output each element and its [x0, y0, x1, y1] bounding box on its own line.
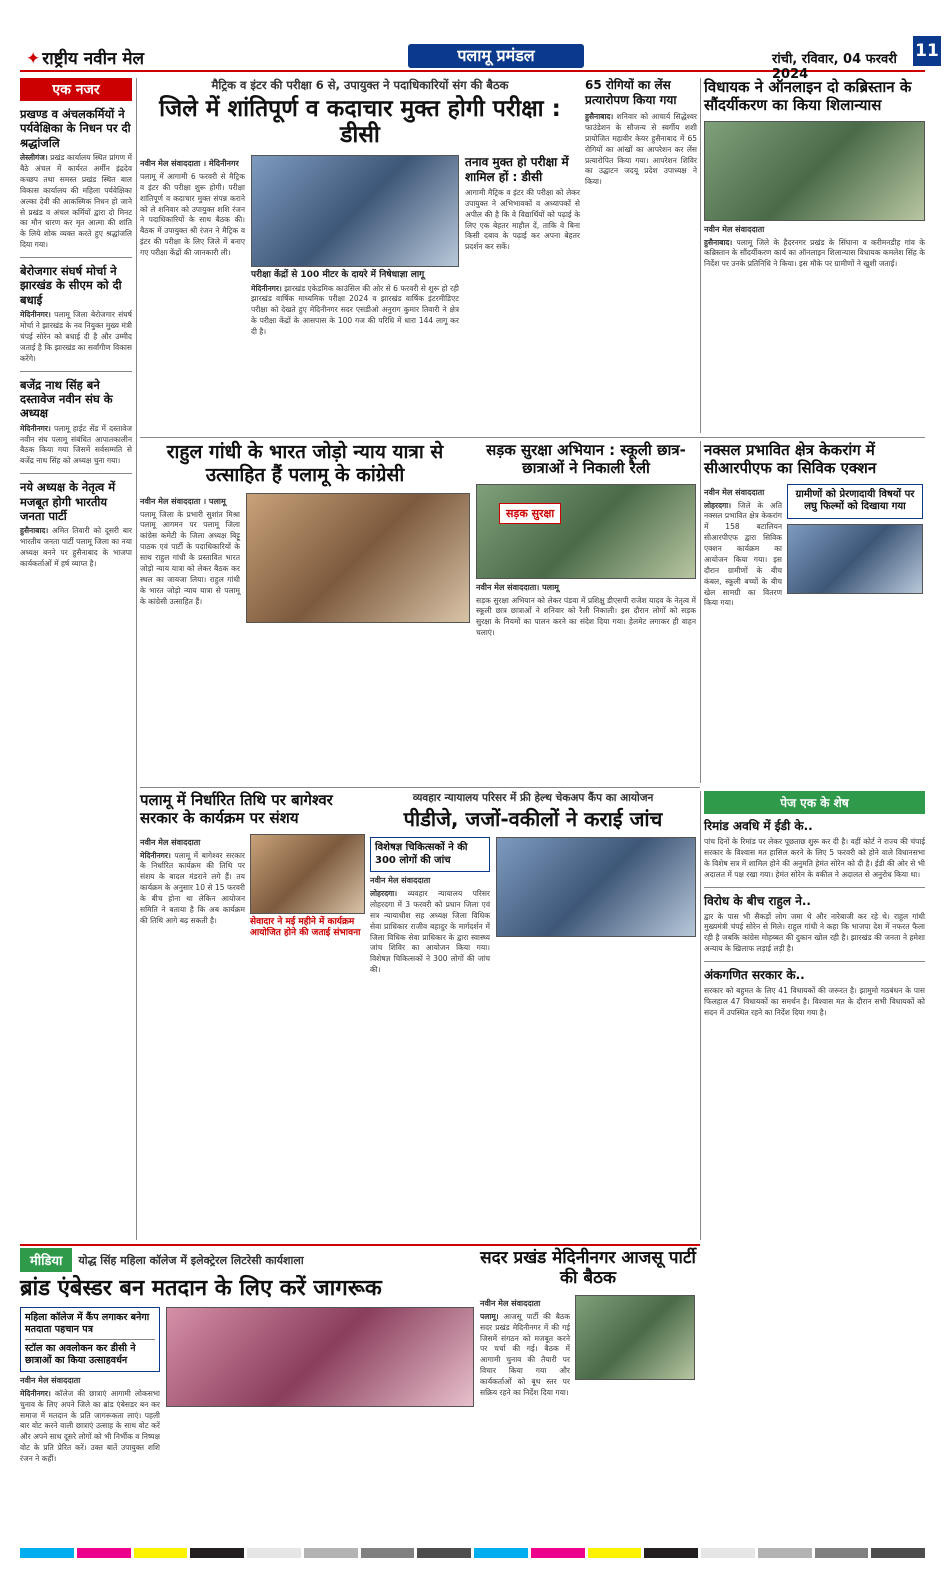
health-camp-photo	[496, 837, 696, 937]
story-body: सड़क सुरक्षा अभियान को लेकर पंडवा में प्रशिक्षु डीएसपी राजेश यादव के नेतृत्व में स्कूली छात्र छात्राओं ने शनिवार को रैली निकाली। इस दौरान लोगों को सड़क सुरक्षा के नियमों का पालन करने का संदेश दिया गया। हेलमेट लगाकर ही वाहन चलाएं।	[476, 595, 696, 638]
divider	[704, 887, 925, 888]
photo-caption: परीक्षा केंद्रों से 100 मीटर के दायरे में निषेधाज्ञा लागू	[251, 269, 425, 280]
column-rule	[700, 441, 701, 783]
side-headline: तनाव मुक्त हो परीक्षा में शामिल हों : डीसी	[465, 154, 569, 184]
top-story	[140, 78, 580, 433]
naxal-civic-action-story	[704, 441, 925, 783]
continuation-headline: विरोध के बीच राहुल ने..	[704, 893, 811, 908]
congress-workers-photo	[246, 493, 470, 623]
photo-caption: सेवादार ने मई महीने में कार्यक्रम आयोजित होने की जताई संभावना	[250, 916, 361, 939]
page-one-continuation	[704, 791, 925, 1537]
news-item	[20, 107, 132, 251]
bageshwar-story	[140, 791, 365, 1209]
news-item	[20, 378, 132, 468]
edition-date: रांची, रविवार, 04 फरवरी 2024	[772, 52, 897, 82]
dateline: मेदिनीनगर।	[20, 1388, 51, 1398]
dateline: लोहरदगा।	[370, 889, 398, 898]
story-byline: नवीन मेल संवाददाता	[370, 876, 431, 885]
story-body: कॉलेज की छात्राएं आगामी लोकसभा चुनाव के लिए अपने जिले का ब्रांड एंबेसडर बन कर समाज में मतदान के प्रति जागरूकता लाएं। पहली बार वोट करने वाली छात्राएं उत्साह के साथ वोट करें और अपने साथ दूसरे लोगों को भी निर्भीक व निष्पक्ष वोट के प्रति प्रेरित करें। उक्त बातें उपायुक्त शशि रंजन ने कहीं।	[20, 1388, 160, 1464]
dateline: पलामू।	[480, 1311, 499, 1321]
story-byline: नवीन मेल संवाददाता । पलामू	[140, 496, 226, 506]
story-kicker: मैट्रिक व इंटर की परीक्षा 6 से, उपायुक्त ने पदाधिकारियों संग की बैठक	[211, 78, 509, 92]
story-body: शनिवार को आचार्य सिद्धेश्वर फाउंडेशन के सौजन्य से स्वर्गीय शशी प्रायोजित महावीर केयर हुसैनाबाद में 65 रोगियों का आंखों का आपरेशन कर लेंस प्रत्यारोपित किया गया। आपरेशन शिविर का उद्घाटन जदयू प्रदेश उपाध्यक्ष ने किया।	[585, 112, 697, 187]
dateline: लोहरदगा।	[704, 500, 732, 510]
story-byline: नवीन मेल संवाददाता	[140, 837, 201, 847]
story-headline: ब्रांड एंबेस्डर बन मतदान के लिए करें जागरूक	[20, 1276, 382, 1301]
section-label-page-one: पेज एक के शेष	[704, 791, 925, 814]
section-divider	[20, 1244, 700, 1246]
story-byline: नवीन मेल संवाददाता	[20, 1375, 81, 1385]
story-headline: सड़क सुरक्षा अभियान : स्कूली छात्र-छात्राओं ने निकाली रैली	[486, 441, 686, 478]
bird-logo-icon: ✦	[26, 49, 41, 69]
news-body: पलामू हाईट सेंड में दस्तावेज नवीन संघ पलामू संबंधित आपातकालीन बैठक किया गया जिसमें सर्वसम्मति से बजेंद्र नाथ सिंह को अध्यक्ष चुना गया।	[20, 423, 132, 466]
story-byline: नवीन मेल संवाददाता	[704, 487, 765, 497]
dateline: हुसैनाबाद।	[20, 526, 49, 536]
left-column-ek-nazar	[20, 78, 132, 1240]
paper-name: ✦ राष्ट्रीय नवीन मेल	[26, 49, 145, 69]
story-body: आजसू पार्टी की बैठक सदर प्रखंड मेदिनीनगर में की गई जिसमें संगठन को मजबूत करने पर चर्चा की गई। बैठक में आगामी चुनाव की तैयारी पर विचार किया गया और कार्यकर्ताओं को बूथ स्तर पर सक्रिय रहने का निर्देश दिया गया।	[480, 1311, 570, 1397]
news-headline: प्रखण्ड व अंचलकर्मियों ने पर्यवेक्षिका के निधन पर दी श्रद्धांजलि	[20, 107, 131, 150]
divider	[704, 961, 925, 962]
column-rule	[700, 78, 701, 433]
story-body: व्यवहार न्यायालय परिसर लोहरदगा में 3 फरवरी को प्रधान जिला एवं सत्र न्यायाधीश सह अध्यक्ष जिला विधिक सेवा प्राधिकार राजीव बहादुर के मार्गदर्शन में जिला विधिक सेवा प्राधिकार के द्वारा स्वास्थ्य जांच शिविर का आयोजन किया गया। विशेषज्ञ चिकित्सकों ने 300 लोगों की जांच की।	[370, 889, 490, 975]
masthead	[20, 41, 939, 82]
continuation-headline: अंकगणित सरकार के..	[704, 968, 805, 982]
story-byline: नवीन मेल संवाददाता। पलामू	[476, 582, 559, 592]
news-headline: बजेंद्र नाथ सिंह बने दस्तावेज नवीन संघ के अध्यक्ष	[20, 377, 113, 421]
eye-camp-story	[585, 78, 697, 433]
news-item	[20, 264, 132, 365]
story-headline: सदर प्रखंड मेदिनीनगर आजसू पार्टी की बैठक	[480, 1248, 696, 1289]
ajsu-meeting-photo	[575, 1295, 695, 1380]
section-divider	[140, 437, 925, 438]
news-body: प्रखंड कार्यालय स्थित प्रांगण में बैठे अंचल में कार्यरत अर्मीन इंद्रदेव कच्छप तथा समस्त प्रखंड स्थित बाल विकास कार्यालय की महिला पर्यवेक्षिका अल्का देवी की आकस्मिक निधन हो जाने से प्रखंड व अंचल कर्मियों द्वारा दो मिनट का मौन धारण कर मृत आत्मा की शांति के लिये शोक व्यक्त करते हुए श्रद्धांजलि दिया गया।	[20, 153, 133, 250]
continuation-headline: रिमांड अवधि में ईडी के..	[704, 819, 813, 833]
highlight-box: ग्रामीणों को प्रेरणादायी विषयों पर लघु फिल्मों को दिखाया गया	[787, 484, 923, 519]
exam-meeting-photo	[251, 155, 459, 267]
shilanyas-photo	[704, 121, 925, 221]
print-color-strip	[20, 1548, 925, 1558]
ajsu-meeting-story	[480, 1248, 696, 1538]
kabristan-story	[704, 78, 925, 433]
news-body: अमित तिवारी को दूसरी बार भारतीय जनता पार्टी पलामू जिला का नया अध्यक्ष बनने पर हुसैनाबाद के भाजपा कार्यकर्ताओं में हर्ष व्याप्त है।	[20, 526, 132, 568]
road-safety-story	[476, 441, 696, 783]
story-body: पलामू में बागेश्वर सरकार के निर्धारित कार्यक्रम की तिथि पर संशय के बादल मंडराने लगे हैं। तय कार्यक्रम के अनुसार 10 से 15 फरवरी के बीच होना था लेकिन आयोजन समिति ने बताया है कि अब कार्यक्रम की तिथि आगे बढ़ सकती है।	[140, 850, 245, 925]
road-safety-rally-photo	[476, 484, 696, 579]
story-headline: राहुल गांधी के भारत जोड़ो न्याय यात्रा से उत्साहित हैं पलामू के कांग्रेसी	[166, 441, 444, 486]
section-label-ek-nazar: एक नजर	[20, 78, 132, 101]
dateline: मेदिनीनगर।	[20, 310, 51, 320]
highlight-box: महिला कॉलेज में कैंप लगाकर बनेगा मतदाता पहचान पत्र स्टॉल का अवलोकन कर डीसी ने छात्राओं का किया उत्साहवर्धन	[20, 1307, 160, 1372]
section-divider	[140, 787, 700, 788]
voter-awareness-photo	[166, 1307, 474, 1407]
bageshwar-photo	[250, 834, 365, 914]
page-number: 11	[913, 36, 941, 66]
story-headline: 65 रोगियों का लेंस प्रत्यारोपण किया गया	[585, 78, 677, 107]
story-headline: नक्सल प्रभावित क्षेत्र केकरांग में सीआरपीएफ का सिविक एक्शन	[704, 441, 877, 478]
highlight-box: विशेषज्ञ चिकित्सकों ने की 300 लोगों की जांच	[370, 837, 490, 872]
dateline: मेदिनीनगर।	[140, 850, 171, 860]
media-story	[20, 1248, 475, 1538]
story-body: पलामू जिले के हैदरनगर प्रखंड के सिंघाना व करीमनडीह गांव के कब्रिस्तान के सौंदर्यीकरण कार्य का ऑनलाइन शिलान्यास विधायक कमलेश सिंह के निर्देश पर उनके प्रतिनिधि ने किया। इस मौके पर ग्रामीणों ने खुशी जताई।	[704, 237, 925, 269]
story-headline: पीडीजे, जजों-वकीलों ने कराई जांच	[403, 807, 663, 831]
sub-story-body: झारखंड एकेडमिक काउंसिल की ओर से 6 फरवरी से शुरू हो रही झारखंड वार्षिक माध्यमिक परीक्षा 2024 व झारखंड वार्षिक इंटरमीडिएट परीक्षा को देखते हुए मेदिनीनगर सदर एसडीओ अनुराग कुमार तिवारी ने क्षेत्र के परीक्षा केंद्रों के आसपास के 100 गज की परिधि में धारा 144 लागू कर दी है।	[251, 283, 459, 337]
dateline: हुसैनाबाद।	[704, 237, 733, 247]
story-byline: नवीन मेल संवाददाता	[480, 1298, 541, 1308]
news-item	[20, 480, 132, 570]
column-rule	[136, 78, 137, 1240]
story-body: पलामू जिला के प्रभारी सुशांत मिश्रा पलामू आगमन पर पलामू जिला कांग्रेस कमेटी के जिला अध्यक्ष बिट्टू पाठक एवं पार्टी के पदाधिकारियों के साथ राहुल गांधी के प्रस्तावित भारत जोड़ो न्याय यात्रा को लेकर बैठक कर स्थल का जायजा लिया। राहुल गांधी के भारत जोड़ो न्याय यात्रा से पलामू के कांग्रेसी उत्साहित हैं।	[140, 509, 240, 606]
news-headline: नये अध्यक्ष के नेतृत्व में मजबूत होगी भारतीय जनता पार्टी	[20, 480, 116, 523]
divider	[20, 473, 132, 474]
section-title: पलामू प्रमंडल	[408, 44, 584, 68]
story-byline: नवीन मेल संवाददाता	[704, 224, 765, 234]
media-label: मीडिया	[20, 1248, 72, 1272]
continuation-body: पांच दिनों के रिमांड पर लेकर पूछताछ शुरू कर दी है। वहीं कोर्ट ने राज्य की चंपाई सरकार के विश्वास मत हासिल करने के लिए 5 फरवरी को होने वाले विधानसभा के विशेष सत्र में शामिल होने की अनुमति हेमंत सोरेन को दी है। ईडी की ओर से भी अदालत में पक्ष रखा गया। हेमंत सोरेन के वकील ने अदालत से अनुरोध किया था।	[704, 837, 925, 879]
divider	[20, 371, 132, 372]
divider	[20, 257, 132, 258]
story-headline: जिले में शांतिपूर्ण व कदाचार मुक्त होगी परीक्षा : डीसी	[159, 96, 561, 149]
health-camp-story	[370, 791, 696, 1209]
continuation-body: द्वार के पास भी सैकड़ों लोग जमा थे और नारेबाजी कर रहे थे। राहुल गांधी मुख्यमंत्री चंपई सोरेन से मिले। राहुल गांधी ने कहा कि भाजपा देश में नफरत फैला रही है जबकि कांग्रेस मोहब्बत की दुकान खोल रही है। झारखंड की जनता ने हमेशा अन्याय के खिलाफ लड़ाई लड़ी है।	[704, 911, 925, 954]
news-body: पलामू जिला बेरोजगार संघर्ष मोर्चा ने झारखंड के नव नियुक्त मुख्य मंत्री चंपई सोरेन को बधाई दी है और उम्मीद जताई है कि झारखंड का सर्वांगीण विकास करेंगे।	[20, 310, 133, 363]
column-rule	[700, 791, 701, 1240]
dateline: लेस्लीगंज।	[20, 153, 48, 163]
dateline: मेदिनीनगर।	[20, 423, 51, 433]
rahul-yatra-story	[140, 441, 470, 783]
dateline: मेदिनीनगर।	[251, 283, 282, 293]
story-headline: पलामू में निर्धारित तिथि पर बागेश्वर सरकार के कार्यक्रम पर संशय	[140, 791, 333, 828]
story-headline: विधायक ने ऑनलाइन दो कब्रिस्तान के सौंदर्यीकरण का किया शिलान्यास	[704, 78, 912, 115]
continuation-body: सरकार को बहुमत के लिए 41 विधायकों की जरूरत है। झामुमो गठबंधन के पास फिलहाल 47 विधायकों का समर्थन है। विश्वास मत के दौरान सभी विधायकों को सदन में उपस्थित रहने का निर्देश दिया गया है।	[704, 986, 925, 1017]
story-body: जिले के अति नक्सल प्रभावित क्षेत्र केकरांग में 158 बटालियन सीआरपीएफ द्वारा सिविक एक्शन कार्यक्रम का आयोजन किया गया। इस दौरान ग्रामीणों के बीच कंबल, स्कूली बच्चों के बीच खेल सामग्री का वितरण किया गया।	[704, 500, 782, 608]
story-kicker: व्यवहार न्यायालय परिसर में फ्री हेल्थ चेकअप कैंप का आयोजन	[412, 792, 654, 804]
dateline: हुसैनाबाद।	[585, 112, 614, 121]
story-body: पलामू में आगामी 6 फरवरी से मैट्रिक व इंटर की परीक्षा शुरू होगी। परीक्षा शांतिपूर्ण व कदाचार मुक्त संपन्न कराने को ले शनिवार को उपायुक्त शशि रंजन ने पदाधिकारियों के साथ बैठक की। बैठक में उपायुक्त श्री रंजन ने मैट्रिक व इंटर की परीक्षा के लिए जिले में बनाए गए परीक्षा केंद्रों की जानकारी ली।	[140, 171, 245, 257]
story-kicker: योद्ध सिंह महिला कॉलेज में इलेक्ट्रेरल लिटरेसी कार्यशाला	[78, 1253, 304, 1267]
crpf-photo	[787, 524, 923, 594]
rally-banner: सड़क सुरक्षा	[499, 503, 561, 524]
story-byline: नवीन मेल संवाददाता । मेदिनीनगर	[140, 158, 239, 168]
side-body: आगामी मैट्रिक व इंटर की परीक्षा को लेकर उपायुक्त ने अभिभावकों व अध्यापकों से अपील की है कि वे विद्यार्थियों को पढ़ाई के लिए एक बेहतर माहौल दें, ताकि वे बिना किसी दबाव के पढ़ाई कर अपना बेहतर प्रदर्शन कर सकें।	[465, 187, 580, 252]
news-headline: बेरोजगार संघर्ष मोर्चा ने झारखंड के सीएम को दी बधाई	[20, 264, 122, 307]
